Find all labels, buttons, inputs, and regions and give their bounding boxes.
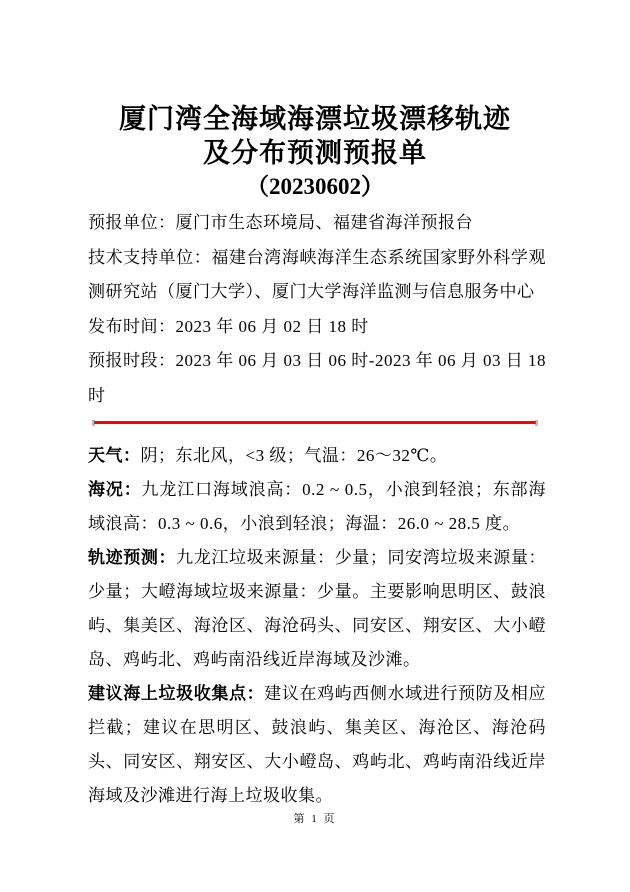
document-title <box>0 0 630 203</box>
section-collection-advice <box>88 677 546 813</box>
page-footer <box>0 810 630 826</box>
title-line-2: 及分布预测预报单 <box>203 138 427 168</box>
document-meta <box>88 206 546 413</box>
section-trajectory-forecast <box>88 541 546 677</box>
section-collection-advice-label: 建议海上垃圾收集点： <box>88 684 265 703</box>
page-number: 第 1 页 <box>293 813 337 825</box>
section-sea-state <box>88 473 546 541</box>
section-weather-text: 阴；东北风，<3 级；气温：26～32℃。 <box>140 446 448 465</box>
section-sea-state-text: 九龙江口海域浪高：0.2 ~ 0.5，小浪到轻浪；东部海域浪高：0.3 ~ 0.6，小浪到轻浪；海温：26.0 ~ 28.5 度。 <box>88 480 547 533</box>
document-content <box>88 206 546 813</box>
section-sea-state-label: 海况： <box>88 480 142 499</box>
section-trajectory-forecast-text: 九龙江垃圾来源量：少量；同安湾垃圾来源量：少量；大嶝海域垃圾来源量：少量。主要影响思明区、鼓浪屿、集美区、海沧区、海沧码头、同安区、翔安区、大小嶝岛、鸡屿北、鸡屿南沿线近岸海域及沙滩。 <box>88 548 547 669</box>
title-line-1: 厦门湾全海域海漂垃圾漂移轨迹 <box>119 104 511 134</box>
title-issue-number: （20230602） <box>246 174 384 199</box>
section-weather <box>88 439 546 473</box>
meta-forecast-agency: 预报单位：厦门市生态环境局、福建省海洋预报台 <box>88 213 473 232</box>
red-divider-line <box>94 421 536 424</box>
section-weather-label: 天气： <box>88 446 141 465</box>
forecast-body <box>88 439 546 813</box>
section-collection-advice-text: 建议在鸡屿西侧水域进行预防及相应拦截；建议在思明区、鼓浪屿、集美区、海沧区、海沧码头、同安区、翔安区、大小嶝岛、鸡屿北、鸡屿南沿线近岸海域及沙滩进行海上垃圾收集。 <box>88 684 547 805</box>
meta-issue-time: 发布时间：2023 年 06 月 02 日 18 时 <box>88 316 369 336</box>
meta-forecast-period: 预报时段：2023 年 06 月 03 日 06 时-2023 年 06 月 03 日 18 时 <box>88 351 546 405</box>
section-trajectory-forecast-label: 轨迹预测： <box>88 548 177 567</box>
meta-tech-support-units: 技术支持单位：福建台湾海峡海洋生态系统国家野外科学观测研究站（厦门大学）、厦门大学海洋监测与信息服务中心 <box>88 247 546 301</box>
